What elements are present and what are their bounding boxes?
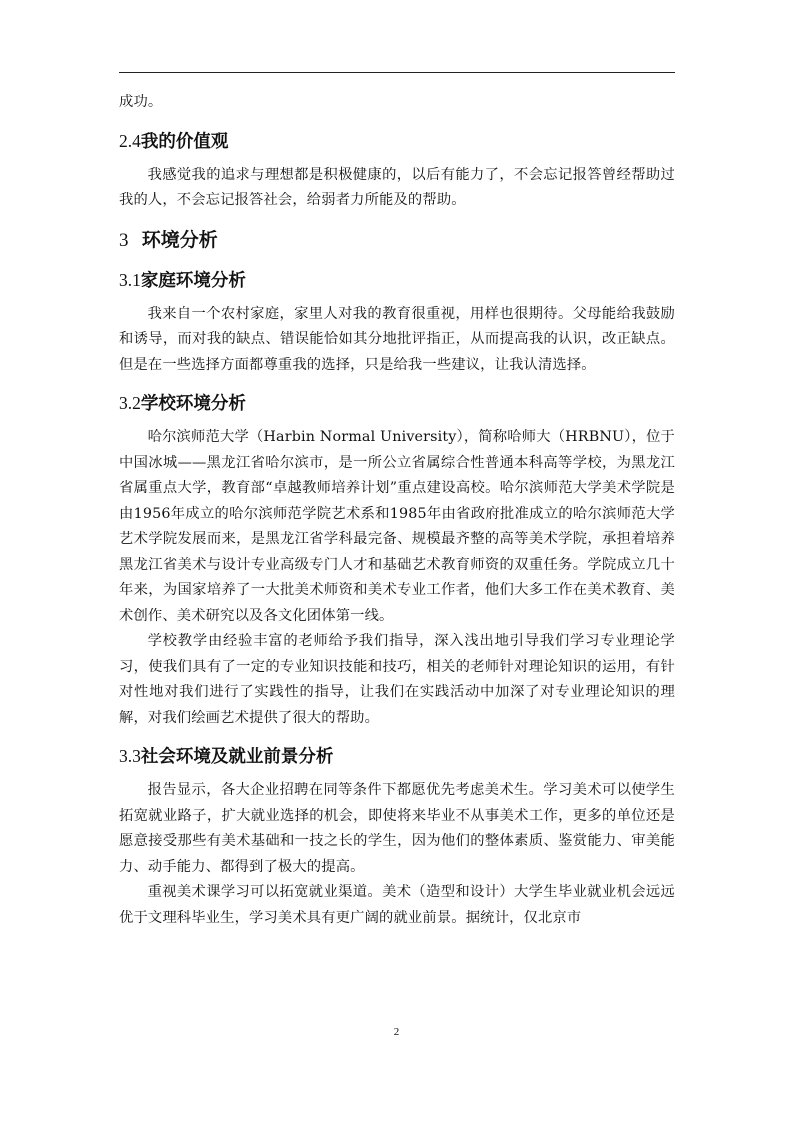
section-heading-2-4 bbox=[119, 128, 675, 155]
paragraph: 我感觉我的追求与理想都是积极健康的，以后有能力了，不会忘记报答曾经帮助过我的人，不会忘记报答社会，给弱者力所能及的帮助。 bbox=[119, 166, 675, 208]
section-number: 2.4 bbox=[119, 130, 141, 151]
paragraph: 哈尔滨师范大学（Harbin Normal University），简称哈师大（HRBNU），位于中国冰城——黑龙江省哈尔滨市，是一所公立省属综合性普通本科高等学校，为黑龙江省属重点大学，教育部“卓越教师培养计划”重点建设高校。哈尔滨师范大学美术学院是由1956年成立的哈尔滨师范学院艺术系和1985年由省政府批准成立的哈尔滨师范大学艺术学院发展而来，是黑龙江省学科最完备、规模最齐整的高等美术学院，承担着培养黑龙江省美术与设计专业高级专门人才和基础艺术教育师资的双重任务。学院成立几十年来，为国家培养了一大批美术师资和美术专业工作者，他们大多工作在美术教育、美术创作、美术研究以及各文化团体第一线。 bbox=[119, 429, 675, 624]
paragraph: 学校教学由经验丰富的老师给予我们指导，深入浅出地引导我们学习专业理论学习，使我们具有了一定的专业知识技能和技巧，相关的老师针对理论知识的运用，有针对性地对我们进行了实践性的指导，让我们在实践活动中加深了对专业理论知识的理解，对我们绘画艺术提供了很大的帮助。 bbox=[119, 633, 675, 726]
section-heading-3-3 bbox=[119, 743, 675, 770]
section-number: 3.1 bbox=[119, 269, 141, 290]
section-number: 3 bbox=[119, 229, 129, 251]
paragraph: 我来自一个农村家庭，家里人对我的教育很重视，用样也很期待。父母能给我鼓励和诱导，而对我的缺点、错误能恰如其分地批评指正，从而提高我的认识，改正缺点。但是在一些选择方面都尊重我的选择，只是给我一些建议，让我认清选择。 bbox=[119, 305, 675, 373]
section-title: 社会环境及就业前景分析 bbox=[140, 747, 334, 767]
section-title: 家庭环境分析 bbox=[140, 270, 246, 291]
section-number: 3.2 bbox=[119, 393, 141, 413]
page-number: 2 bbox=[393, 1026, 400, 1038]
page-body bbox=[119, 90, 675, 931]
section-heading-3 bbox=[119, 226, 675, 255]
paragraph: 报告显示，各大企业招聘在同等条件下都愿优先考虑美术生。学习美术可以使学生拓宽就业路子，扩大就业选择的机会，即使将来毕业不从事美术工作，更多的单位还是愿意接受那些有美术基础和一技之长的学生，因为他们的整体素质、鉴赏能力、审美能力、动手能力、都得到了极大的提高。 bbox=[119, 782, 675, 875]
header-rule bbox=[119, 72, 675, 73]
section-title: 我的价值观 bbox=[140, 131, 229, 152]
continued-paragraph: 成功。 bbox=[119, 94, 163, 110]
section-heading-3-2 bbox=[119, 390, 675, 417]
section-number: 3.3 bbox=[119, 746, 141, 766]
paragraph: 重视美术课学习可以拓宽就业渠道。美术（造型和设计）大学生毕业就业机会远远优于文理科毕业生，学习美术具有更广阔的就业前景。据统计，仅北京市 bbox=[119, 884, 675, 926]
section-heading-3-1 bbox=[119, 267, 675, 294]
section-title: 环境分析 bbox=[141, 228, 218, 251]
section-title: 学校环境分析 bbox=[140, 394, 246, 414]
